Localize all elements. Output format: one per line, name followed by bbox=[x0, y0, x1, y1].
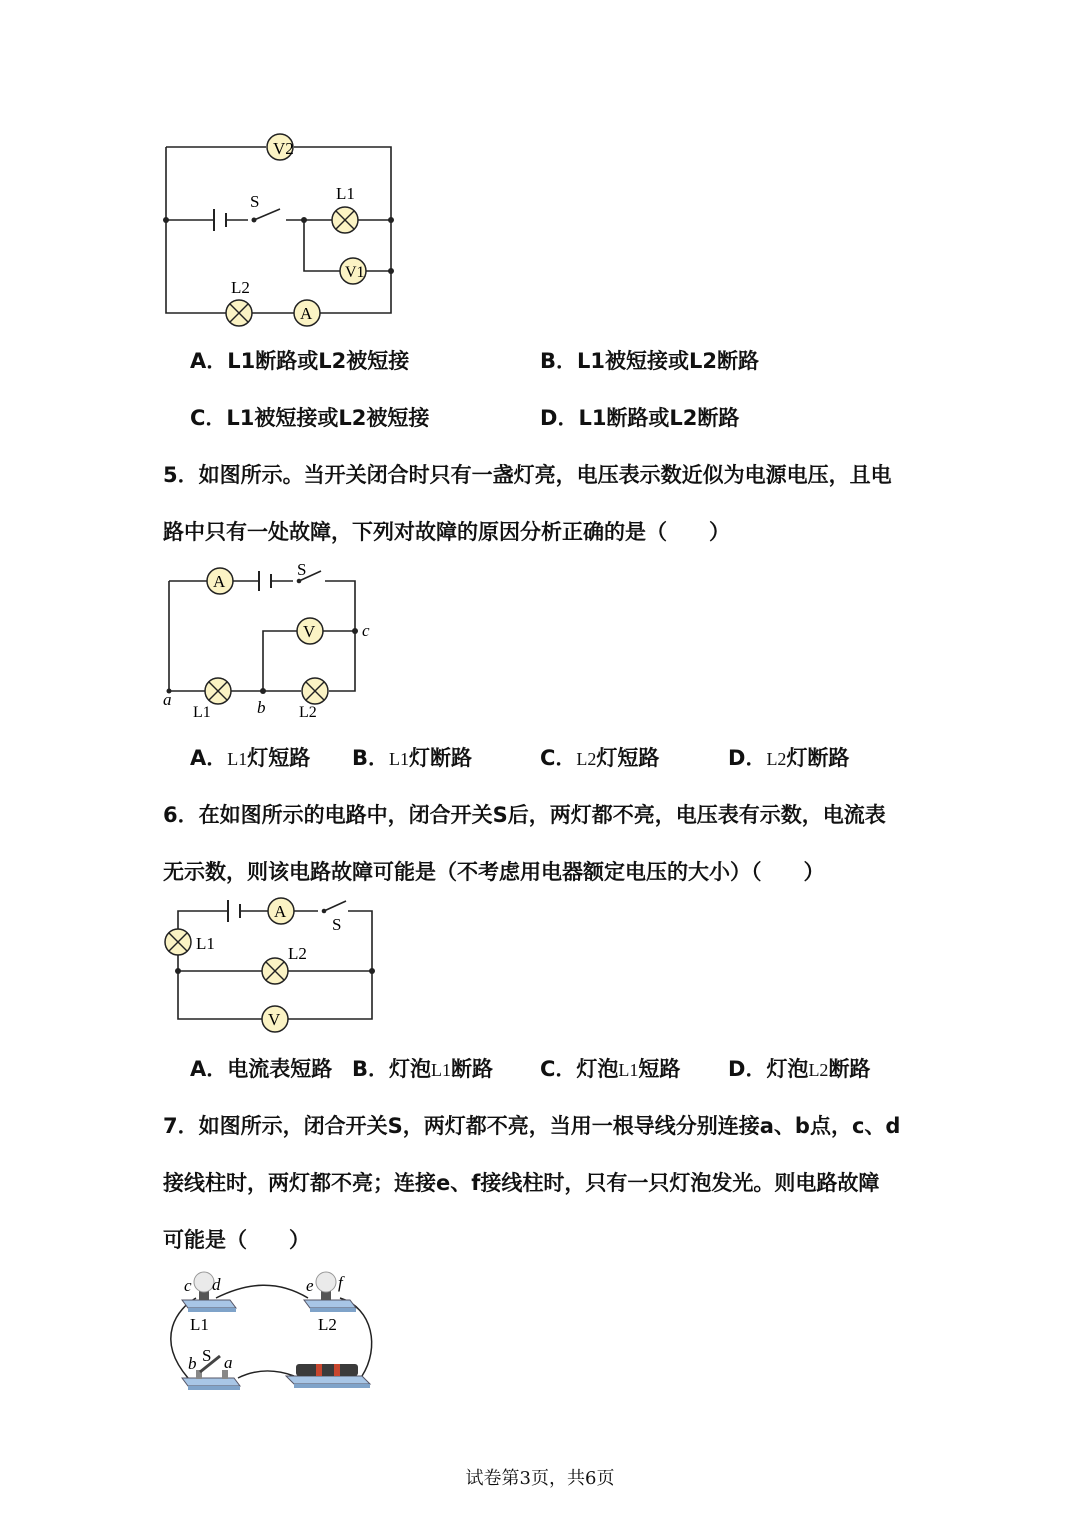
svg-text:d: d bbox=[212, 1275, 221, 1294]
svg-text:L2: L2 bbox=[288, 944, 307, 963]
page-footer: 试卷第3页，共6页 bbox=[465, 1468, 615, 1489]
q4-lamp-l1 bbox=[332, 184, 358, 233]
q7-lamp-l2 bbox=[304, 1272, 356, 1334]
q6-stem-line2: 无示数，则该电路故障可能是（不考虑用电器额定电压的大小）（ ） bbox=[163, 860, 825, 884]
q7-circuit-photo bbox=[158, 1268, 383, 1398]
q6-option-a[interactable]: A．电流表短路 bbox=[190, 1057, 333, 1081]
q4-circuit-diagram bbox=[150, 125, 410, 335]
q4-voltmeter-v1 bbox=[340, 258, 366, 284]
q5-voltmeter bbox=[297, 618, 323, 644]
q6-switch-label: S bbox=[332, 915, 342, 934]
svg-text:f: f bbox=[338, 1273, 343, 1292]
q6-lamp-l2 bbox=[262, 944, 307, 984]
q4-option-d[interactable]: D．L1断路或L2断路 bbox=[540, 406, 740, 430]
svg-text:L2: L2 bbox=[318, 1315, 337, 1334]
q5-circuit-diagram bbox=[155, 555, 385, 725]
svg-text:A: A bbox=[300, 304, 313, 323]
q4-option-c[interactable]: C．L1被短接或L2被短接 bbox=[190, 406, 430, 430]
q4-switch-label: S bbox=[250, 192, 260, 211]
q5-point-a: a bbox=[163, 690, 172, 709]
svg-text:A: A bbox=[274, 902, 287, 921]
svg-text:c: c bbox=[184, 1276, 192, 1295]
q6-circuit-diagram bbox=[158, 895, 388, 1040]
q4-voltmeter-v2 bbox=[267, 134, 294, 160]
svg-text:L1: L1 bbox=[190, 1315, 209, 1334]
q5-option-a[interactable]: A．L1灯短路 bbox=[190, 746, 311, 770]
q4-ammeter bbox=[294, 300, 320, 326]
svg-text:V1: V1 bbox=[345, 264, 365, 281]
svg-text:V: V bbox=[268, 1010, 281, 1029]
q5-point-c: c bbox=[362, 621, 370, 640]
q5-lamp-l2 bbox=[299, 678, 328, 721]
svg-text:a: a bbox=[224, 1353, 233, 1372]
svg-text:A: A bbox=[213, 572, 226, 591]
q7-stem-line2: 接线柱时，两灯都不亮；连接e、f接线柱时，只有一只灯泡发光。则电路故障 bbox=[163, 1171, 880, 1195]
q6-lamp-l1 bbox=[165, 929, 215, 955]
q5-lamp-l1 bbox=[193, 678, 231, 721]
svg-text:L2: L2 bbox=[299, 704, 317, 721]
q6-voltmeter bbox=[262, 1006, 288, 1032]
q5-switch-label: S bbox=[297, 560, 307, 579]
svg-text:L1: L1 bbox=[196, 934, 215, 953]
svg-text:V2: V2 bbox=[273, 139, 294, 158]
svg-text:L1: L1 bbox=[336, 184, 355, 203]
q5-stem-line2: 路中只有一处故障，下列对故障的原因分析正确的是（ ） bbox=[163, 520, 730, 544]
svg-text:V: V bbox=[303, 622, 316, 641]
q6-option-c[interactable]: C．灯泡L1短路 bbox=[540, 1057, 681, 1081]
svg-text:L2: L2 bbox=[231, 278, 250, 297]
q5-option-d[interactable]: D．L2灯断路 bbox=[728, 746, 850, 770]
q6-option-d[interactable]: D．灯泡L2断路 bbox=[728, 1057, 871, 1081]
q5-option-b[interactable]: B．L1灯断路 bbox=[352, 746, 473, 770]
svg-text:b: b bbox=[188, 1354, 197, 1373]
q7-switch bbox=[182, 1346, 240, 1390]
q4-lamp-l2 bbox=[226, 278, 252, 326]
q6-ammeter bbox=[268, 898, 294, 924]
q5-point-b: b bbox=[257, 698, 266, 717]
q7-stem-line3: 可能是（ ） bbox=[163, 1228, 310, 1252]
q7-lamp-l1 bbox=[182, 1272, 236, 1334]
q6-option-b[interactable]: B．灯泡L1断路 bbox=[352, 1057, 494, 1081]
q7-battery bbox=[286, 1364, 370, 1388]
q7-stem-line1: 7．如图所示，闭合开关S，两灯都不亮，当用一根导线分别连接a、b点，c、d bbox=[163, 1114, 901, 1138]
q5-ammeter bbox=[207, 568, 233, 594]
q4-option-a[interactable]: A．L1断路或L2被短接 bbox=[190, 349, 410, 373]
svg-text:S: S bbox=[202, 1346, 212, 1365]
q5-stem-line1: 5．如图所示。当开关闭合时只有一盏灯亮，电压表示数近似为电源电压，且电 bbox=[163, 463, 892, 487]
q5-option-c[interactable]: C．L2灯短路 bbox=[540, 746, 660, 770]
q6-stem-line1: 6．在如图所示的电路中，闭合开关S后，两灯都不亮，电压表有示数，电流表 bbox=[163, 803, 886, 827]
svg-text:e: e bbox=[306, 1276, 314, 1295]
svg-text:L1: L1 bbox=[193, 704, 211, 721]
q4-option-b[interactable]: B．L1被短接或L2断路 bbox=[540, 349, 760, 373]
